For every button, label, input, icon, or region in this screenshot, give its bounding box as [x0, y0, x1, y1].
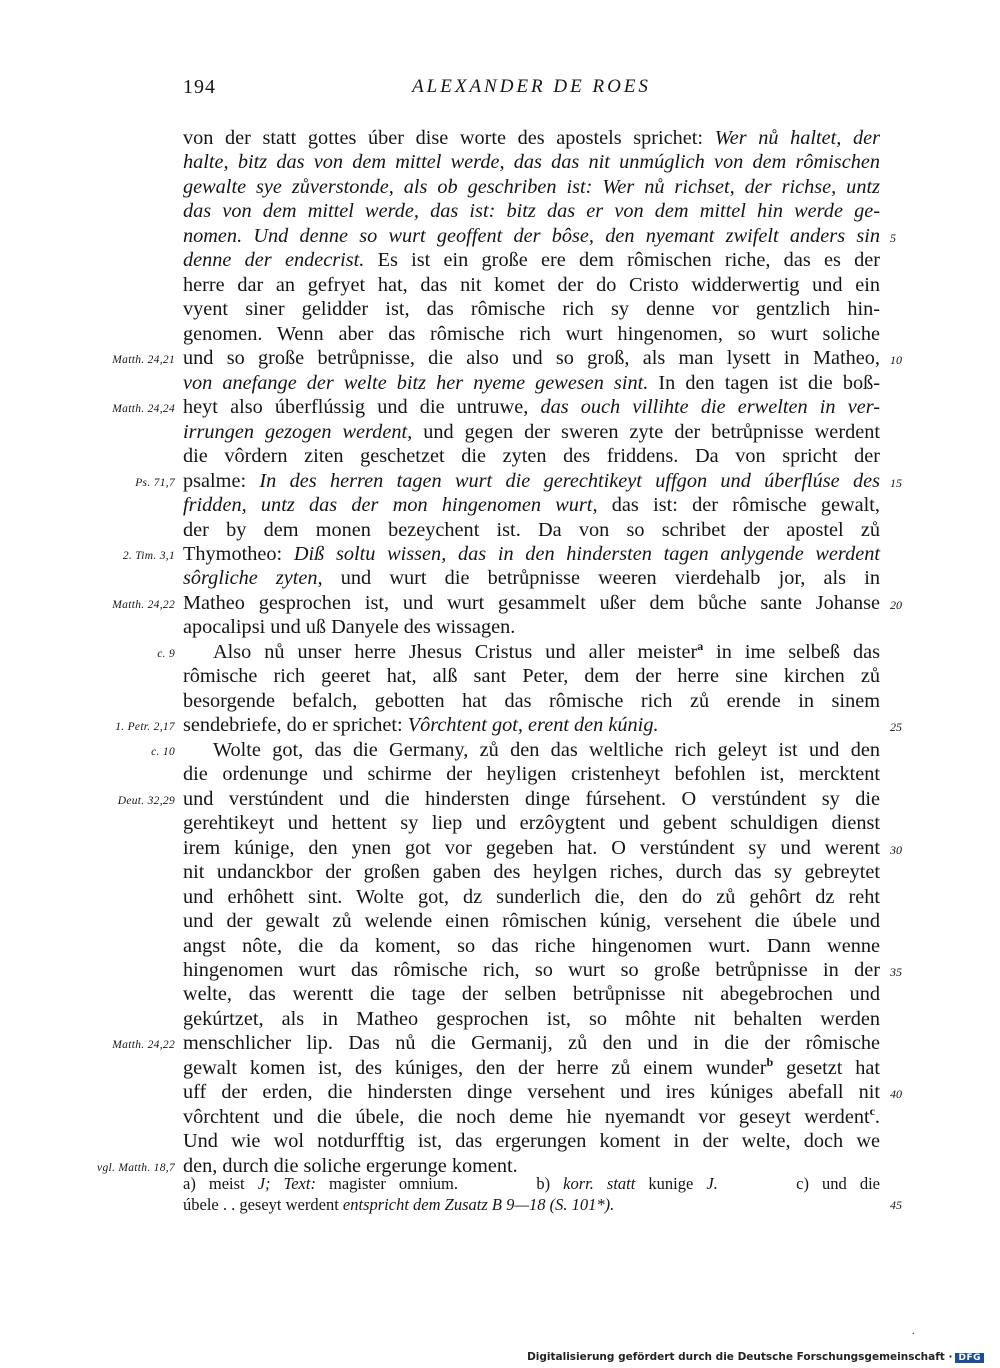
digitization-credit — [527, 1351, 984, 1363]
text-line: herre dar an gefryet hat, das nit komet der do Cristo widderwertig und ein — [183, 273, 880, 296]
line-number: 25 — [890, 720, 902, 735]
text-line: gewalt komen ist, des kúniges, den der herre zů einem wunder$^b$ gesetzt hat — [183, 1055, 880, 1079]
text-line: halte, bitz das von dem mittel werde, das das nit unmúglich von dem rômischen — [183, 151, 880, 174]
margin-reference: c. 10 — [151, 745, 175, 758]
text-line: gerehtikeyt und hettent sy liep und erzôygtent und gebent schuldigen dienst — [183, 812, 880, 835]
margin-reference: vgl. Matth. 18,7 — [97, 1161, 175, 1174]
text-line: der by dem monen bezeychent ist. Da von so schribet der apostel zů — [183, 518, 880, 541]
text-line: genomen. Wenn aber das rômische rich wurt hingenomen, so wurt soliche — [183, 322, 880, 345]
text-line: Und wie wol notdurfftig ist, das ergerungen koment in der welte, doch we — [183, 1130, 880, 1153]
text-line: angst nôte, die da koment, so das riche hingenomen wurt. Dann wenne — [183, 934, 880, 957]
text-line: sôrgliche zyten, und wurt die betrůpnisse weeren vierdehalb jor, als in — [183, 567, 880, 590]
footnote-line: a) meist J; Text: magister omnium. b) korr. statt kunige J. c) und die — [183, 1174, 880, 1193]
text-line: gekúrtzet, als in Matheo gesprochen ist, so môhte nit behalten werden — [183, 1007, 880, 1030]
line-number: 15 — [890, 475, 902, 490]
text-line: die ordenunge und schirme der heyligen cristenheyt befohlen ist, mercktent — [183, 763, 880, 786]
text-line: heyt also úberflússig und die untruwe, das ouch villihte die erwelten in ver- — [183, 396, 880, 419]
line-number: 30 — [890, 842, 902, 857]
line-number: 5 — [890, 230, 896, 245]
line-number: 45 — [890, 1198, 902, 1212]
text-line: den, durch die soliche ergerunge koment. — [183, 1154, 518, 1177]
text-line: nomen. Und denne so wurt geoffent der bôse, den nyemant zwifelt anders sin — [183, 224, 880, 247]
text-line: vôrchtent und die úbele, die noch deme hie nyemandt vor geseyt werdent$^c$. — [183, 1104, 880, 1128]
margin-reference: c. 9 — [157, 647, 175, 660]
text-line: Also nů unser herre Jhesus Cristus und aller meister$^a$ in ime selbeß das — [213, 639, 880, 663]
text-line: nit undanckbor der großen gaben des heylgen riches, durch das sy gebreytet — [183, 861, 880, 884]
text-line: von anefange der welte bitz her nyeme gewesen sint. In den tagen ist die boß- — [183, 371, 881, 394]
text-line: und verstúndent und die hindersten dinge fúrsehent. O verstúndent sy die — [183, 787, 880, 810]
footnotes — [183, 1173, 880, 1215]
margin-reference: 2. Tim. 3,1 — [122, 549, 175, 562]
text-line: uff der erden, die hindersten dinge versehent und ires kúniges abefall nit — [183, 1081, 880, 1104]
text-line: denne der endecrist. Es ist ein große ere dem rômischen riche, das es der — [183, 249, 880, 272]
stray-mark: . — [912, 1326, 915, 1337]
line-number: 40 — [890, 1087, 902, 1102]
footnote-line: úbele . . geseyt werdent entspricht dem Zusatz B 9—18 (S. 101*). — [183, 1195, 615, 1214]
text-line: rômische rich geeret hat, alß sant Peter, dem der herre sine kirchen zů — [183, 665, 880, 688]
line-number: 35 — [890, 964, 902, 979]
text-line: besorgende befalch, gebotten hat das rômische rich zů erende in sinem — [183, 689, 880, 712]
margin-reference: Ps. 71,7 — [135, 476, 175, 489]
text-line: irem kúnige, den ynen got vor gegeben hat. O verstúndent sy und werent — [183, 836, 880, 859]
page-number: 194 — [183, 76, 216, 98]
margin-reference: Deut. 32,29 — [117, 794, 175, 807]
text-line: psalme: In des herren tagen wurt die gerechtikeyt uffgon und úberflúse des — [183, 469, 880, 492]
line-number: 10 — [890, 353, 902, 368]
margin-reference: Matth. 24,22 — [112, 598, 175, 611]
text-line: welte, das werentt die tage der selben betrůpnisse nit abegebrochen und — [183, 983, 880, 1006]
text-line: irrungen gezogen werdent, und gegen der sweren zyte der betrůpnisse werdent — [183, 420, 880, 443]
line-number: 20 — [890, 597, 902, 612]
text-line: die vôrdern ziten geschetzet die zyten des friddens. Da von spricht der — [183, 445, 880, 468]
text-line: apocalipsi und uß Danyele des wissagen. — [183, 616, 516, 639]
text-line: vyent siner gelidder ist, das rômische rich sy denne vor gentzlich hin- — [183, 298, 880, 321]
text-line: sendebriefe, do er sprichet: Vôrchtent got, erent den kúnig. — [183, 714, 659, 737]
margin-reference: Matth. 24,24 — [112, 403, 175, 416]
page-header — [183, 76, 880, 106]
margin-reference: 1. Petr. 2,17 — [115, 721, 175, 734]
margin-reference: Matth. 24,21 — [112, 354, 175, 367]
text-line: von der statt gottes úber dise worte des apostels sprichet: Wer nů haltet, der — [183, 127, 880, 149]
text-line: menschlicher lip. Das nů die Germanij, zů den und in die der rômische — [183, 1032, 880, 1055]
text-line: gewalte sye zůverstonde, als ob geschriben ist: Wer nů richset, der richse, untz — [183, 175, 880, 198]
text-line: und der gewalt zů welende einen rômischen kúnig, versehent die úbele und — [183, 910, 880, 933]
text-line: und erhôhett sint. Wolte got, dz sunderlich die, den do zů gehôrt dz reht — [183, 885, 880, 908]
margin-reference: Matth. 24,22 — [112, 1039, 175, 1052]
dfg-logo: DFG — [955, 1353, 984, 1363]
text-line: Wolte got, das die Germany, zů den das weltliche rich geleyt ist und den — [213, 738, 880, 761]
text-line: fridden, untz das der mon hingenomen wurt, das ist: der rômische gewalt, — [183, 494, 880, 517]
text-line: Matheo gesprochen ist, und wurt gesammelt ußer dem bůche sante Johanse — [183, 591, 880, 614]
credit-text: Digitalisierung gefördert durch die Deutsche Forschungsgemeinschaft · — [527, 1351, 953, 1363]
text-line: das von dem mittel werde, das ist: bitz das er von dem mittel hin werde ge- — [183, 200, 880, 223]
text-line: Thymotheo: Diß soltu wissen, das in den hindersten tagen anlygende werdent — [183, 542, 880, 565]
running-title: ALEXANDER DE ROES — [412, 76, 651, 97]
text-line: und so große betrůpnisse, die also und so groß, als man lysett in Matheo, — [183, 347, 880, 370]
text-line: hingenomen wurt das rômische rich, so wurt so große betrůpnisse in der — [183, 958, 880, 981]
